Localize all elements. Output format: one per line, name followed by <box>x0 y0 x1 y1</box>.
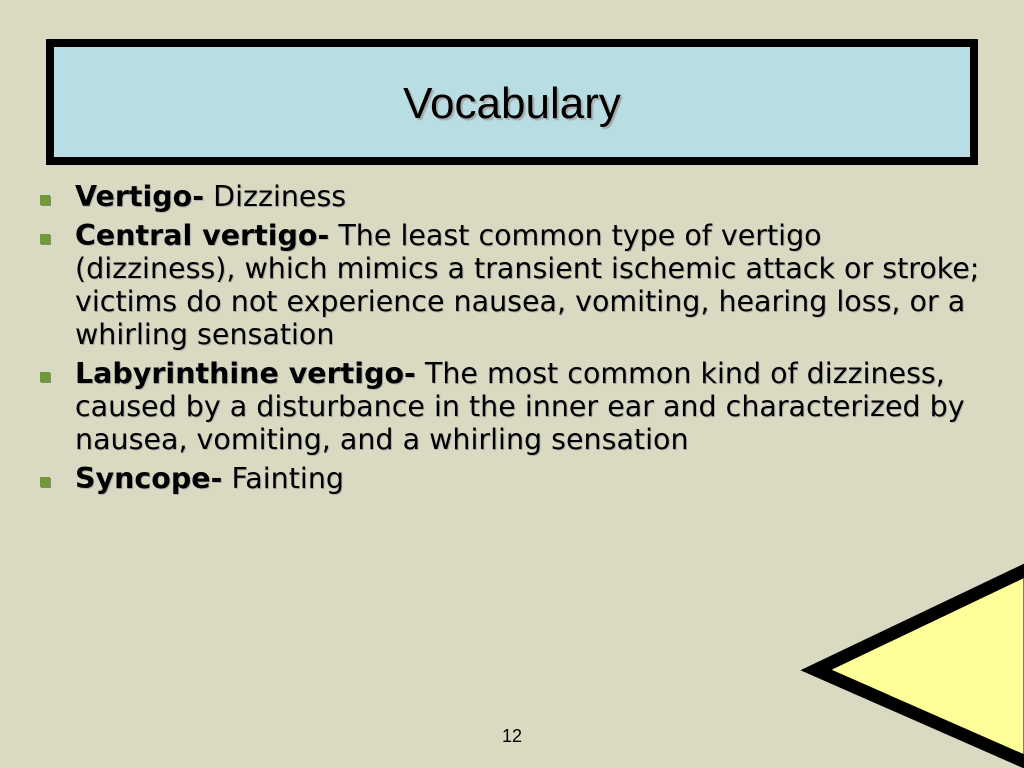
definition: The least common type of vertigo (dizziness), which mimics a transient ischemic attack or stroke; victims do not experience nausea, vomiting, hearing loss, or a whirling sensation <box>75 219 980 351</box>
definition: Fainting <box>231 462 344 495</box>
page-number: 12 <box>501 726 523 746</box>
term: Syncope- <box>75 462 223 495</box>
term: Labyrinthine vertigo- <box>75 357 416 390</box>
slide-title: Vocabulary <box>403 79 621 128</box>
definition: The most common kind of dizziness, caused by a disturbance in the inner ear and characterized by nausea, vomiting, and a whirling sensation <box>75 357 965 456</box>
definition: Dizziness <box>213 180 347 213</box>
term: Vertigo- <box>75 180 205 213</box>
term: Central vertigo- <box>75 219 330 252</box>
